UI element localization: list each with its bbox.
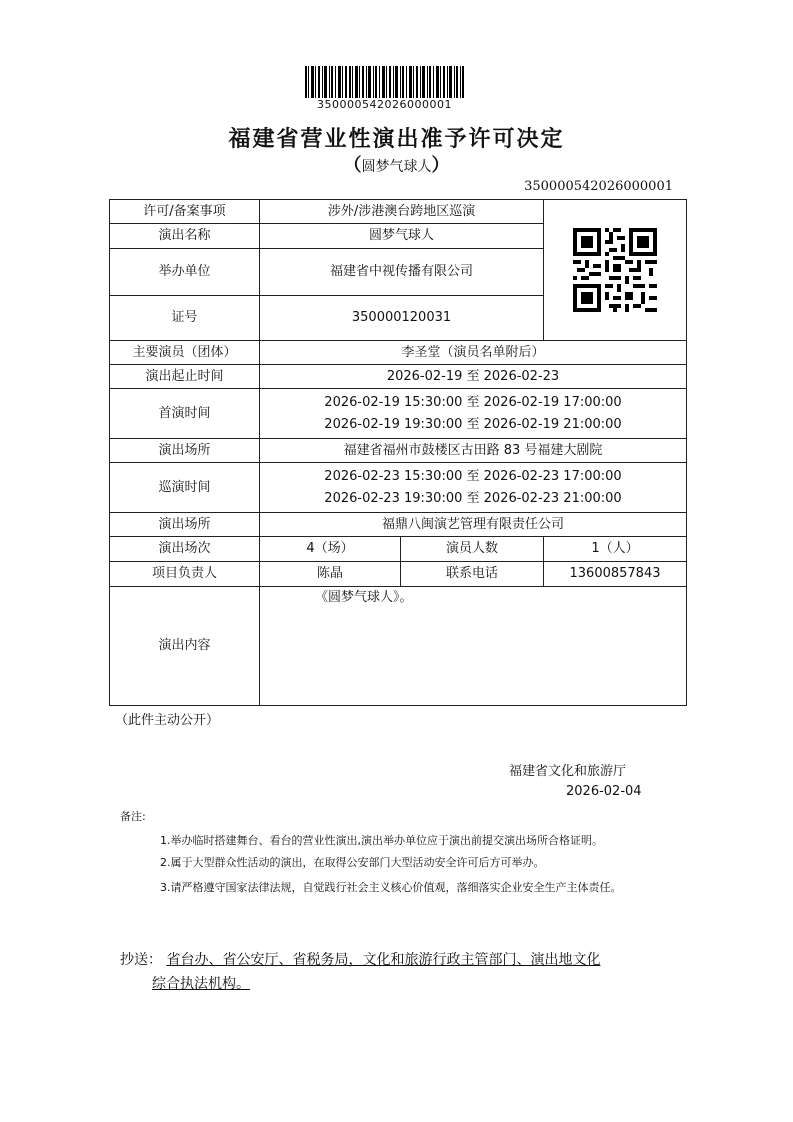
venue-2-label: 演出场所 xyxy=(110,513,260,537)
note-2: 2.属于大型群众性活动的演出，在取得公安部门大型活动安全许可后方可举办。 xyxy=(160,856,545,869)
document-title: 福建省营业性演出准予许可决定 xyxy=(228,127,565,152)
cert-value: 350000120031 xyxy=(260,296,544,341)
subtitle-text: 圆梦气球人 xyxy=(361,159,432,175)
cc-line-1: 省台办、省公安厅、省税务局，文化和旅游行政主管部门、演出地文化 xyxy=(166,952,601,968)
permit-type-value: 涉外/涉港澳台跨地区巡演 xyxy=(260,200,544,224)
tour-times xyxy=(260,463,687,513)
sessions-label: 演出场次 xyxy=(110,537,260,562)
venue-1-value: 福建省福州市鼓楼区古田路 83 号福建大剧院 xyxy=(260,439,687,463)
permit-type-label: 许可/备案事项 xyxy=(110,200,260,224)
manager-value: 陈晶 xyxy=(260,562,401,587)
cc-line-2: 综合执法机构。 xyxy=(152,976,250,992)
issuer: 福建省文化和旅游厅 xyxy=(509,764,627,779)
barcode-number: 350000542026000001 xyxy=(317,98,452,111)
document-number: 350000542026000001 xyxy=(524,179,673,194)
manager-label: 项目负责人 xyxy=(110,562,260,587)
content-label: 演出内容 xyxy=(110,587,260,706)
permit-table xyxy=(109,199,687,706)
issue-date: 2026-02-04 xyxy=(566,784,642,799)
premiere-label: 首演时间 xyxy=(110,389,260,439)
organizer-label: 举办单位 xyxy=(110,249,260,296)
cc-label: 抄送： xyxy=(120,952,162,968)
performers-value: 李圣堂（演员名单附后） xyxy=(260,341,687,365)
premiere-times xyxy=(260,389,687,439)
tour-time-2: 2026-02-23 19:30:00 至 2026-02-23 21:00:00 xyxy=(324,490,622,506)
tour-time-1: 2026-02-23 15:30:00 至 2026-02-23 17:00:00 xyxy=(324,468,622,484)
actors-count-value: 1（人） xyxy=(544,537,687,562)
show-name-label: 演出名称 xyxy=(110,224,260,249)
period-value: 2026-02-19 至 2026-02-23 xyxy=(260,365,687,389)
venue-2-value: 福鼎八闽演艺管理有限责任公司 xyxy=(260,513,687,537)
performers-label: 主要演员（团体） xyxy=(110,341,260,365)
public-notice: （此件主动公开） xyxy=(115,713,220,728)
note-3: 3.请严格遵守国家法律法规，自觉践行社会主义核心价值观，落细落实企业安全生产主体责任。 xyxy=(160,881,622,894)
cert-label: 证号 xyxy=(110,296,260,341)
phone-value: 13600857843 xyxy=(544,562,687,587)
content-value: 《圆梦气球人》。 xyxy=(260,587,687,706)
sessions-value: 4（场） xyxy=(260,537,401,562)
note-1: 1.举办临时搭建舞台、看台的营业性演出,演出举办单位应于演出前提交演出场所合格证明。 xyxy=(160,834,603,847)
document-subtitle: （圆梦气球人） xyxy=(343,155,450,176)
qr-code-cell xyxy=(544,200,687,341)
organizer-value: 福建省中视传播有限公司 xyxy=(260,249,544,296)
tour-label: 巡演时间 xyxy=(110,463,260,513)
premiere-time-1: 2026-02-19 15:30:00 至 2026-02-19 17:00:00 xyxy=(324,394,622,410)
venue-1-label: 演出场所 xyxy=(110,439,260,463)
cc-block xyxy=(120,948,680,996)
barcode xyxy=(305,66,464,98)
notes-label: 备注: xyxy=(120,810,146,823)
qr-code-icon xyxy=(573,228,657,312)
premiere-time-2: 2026-02-19 19:30:00 至 2026-02-19 21:00:00 xyxy=(324,416,622,432)
show-name-value: 圆梦气球人 xyxy=(260,224,544,249)
phone-label: 联系电话 xyxy=(401,562,544,587)
period-label: 演出起止时间 xyxy=(110,365,260,389)
actors-count-label: 演员人数 xyxy=(401,537,544,562)
